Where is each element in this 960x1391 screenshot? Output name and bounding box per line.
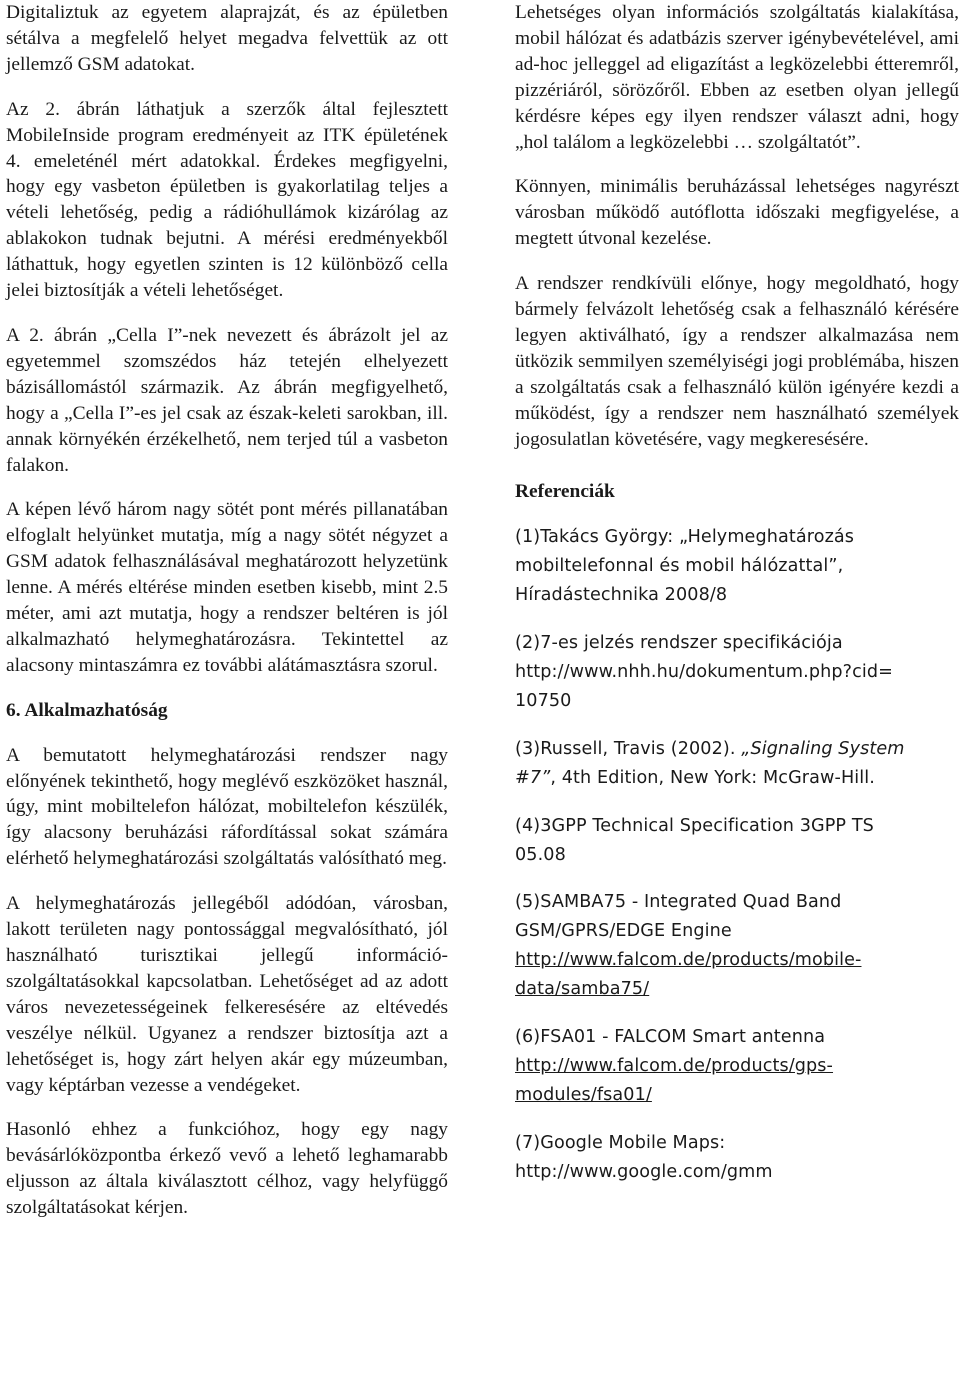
reference-line: 05.08	[515, 844, 566, 865]
references-heading: Referenciák	[515, 480, 615, 502]
reference-link[interactable]: http://www.falcom.de/products/gps-	[515, 1056, 834, 1076]
reference-text: , 4th Edition, New York: McGraw-Hill.	[550, 767, 875, 788]
reference-item	[515, 888, 959, 1004]
reference-line	[515, 764, 959, 793]
reference-line: (4)3GPP Technical Specification 3GPP TS	[515, 815, 874, 836]
paragraph: Könnyen, minimális beruházással lehetséges nagyrészt városban működő autóflotta időszaki megfigyelése, a megtett útvonal kezelése.	[515, 176, 959, 250]
reference-item	[515, 1023, 959, 1110]
paragraph: Hasonló ehhez a funkcióhoz, hogy egy nagy bevásárlóközpontba érkező vevő a lehető leghamarabb eljusson az általa kiválasztott célhoz, vagy helyfüggő szolgáltatásokat kérjen.	[6, 1119, 448, 1219]
paragraph: Lehetséges olyan információs szolgáltatás kialakítása, mobil hálózat és adatbázis szerver igénybevételével, ami ad-hoc jelleggel ad eligazítást a legközelebbi étteremről, pizzériáról, sörözőről. Ebben az esetben olyan jellegű kérdésre képes egy ilyen rendszer választ adni, hogy „hol találom a legközelebbi … szolgáltatót”.	[515, 2, 959, 153]
left-column	[6, 0, 448, 1240]
reference-text: (3)Russell, Travis (2002).	[515, 738, 742, 759]
reference-line	[515, 735, 959, 764]
reference-item	[515, 735, 959, 793]
reference-line: Híradástechnika 2008/8	[515, 585, 728, 606]
reference-item	[515, 523, 959, 610]
right-column	[515, 0, 959, 1206]
paragraph: A rendszer rendkívüli előnye, hogy megoldható, hogy bármely felvázolt lehetőség csak a felhasználó kérésére legyen aktiválható, így a rendszer alkalmazása nem ütközik semmilyen személyiségi jogi problémába, hiszen a szolgáltatás csak a felhasználó külön igényére kezdi a működést, így a rendszer nem használható személyek jogosulatlan követésére, vagy megkeresésére.	[515, 273, 959, 450]
reference-link[interactable]: http://www.falcom.de/products/mobile-	[515, 950, 862, 971]
paragraph: Digitaliztuk az egyetem alaprajzát, és az épületben sétálva a megfelelő helyet megadva felvettük az ott jellemző GSM adatokat.	[6, 2, 448, 75]
reference-item	[515, 812, 959, 870]
reference-line: (7)Google Mobile Maps:	[515, 1132, 726, 1153]
reference-line: (1)Takács György: „Helymeghatározás	[515, 527, 855, 548]
reference-line: 10750	[515, 690, 572, 711]
reference-title: #7”	[515, 767, 551, 788]
reference-line: (5)SAMBA75 - Integrated Quad Band	[515, 892, 842, 913]
reference-item	[515, 1129, 959, 1187]
reference-link[interactable]: modules/fsa01/	[515, 1084, 652, 1105]
reference-line: (6)FSA01 - FALCOM Smart antenna	[515, 1027, 826, 1048]
reference-line: mobiltelefonnal és mobil hálózattal”,	[515, 556, 844, 577]
reference-title: „Signaling System	[741, 738, 905, 759]
paragraph: A helymeghatározás jellegéből adódóan, városban, lakott területen nagy pontossággal megvalósítható, jól használható turisztikai jellegű információ-szolgáltatásokkal kapcsolatban. Lehetőséget ad az adott város nevezetességeinek felkeresésére az eltévedés veszélye nélkül. Ugyanez a rendszer biztosítja azt a lehetőséget is, hogy zárt helyen akár egy múzeumban, vagy képtárban vezesse a vendégeket.	[6, 893, 448, 1096]
paragraph: A képen lévő három nagy sötét pont mérés pillanatában elfoglalt helyünket mutatja, míg a nagy sötét négyzet a GSM adatok felhasználásával meghatározott helyzetünk lenne. A mérés eltérése minden esetben kisebb, mint 2.5 méter, ami azt mutatja, hogy a rendszer beltéren is jól alkalmazható helymeghatározásra. Tekintettel az alacsony mintaszámra ez további alátámasztásra szorul.	[6, 499, 448, 676]
reference-line: http://www.google.com/gmm	[515, 1161, 773, 1182]
reference-line: GSM/GPRS/EDGE Engine	[515, 921, 732, 942]
paragraph: A 2. ábrán „Cella I”-nek nevezett és ábrázolt jel az egyetemmel szomszédos ház tetején elhelyezett bázisállomástól származik. Az ábrán megfigyelhető, hogy a „Cella I”-es jel csak az észak-keleti sarokban, ill. annak környékén érzékelhető, nem terjed túl a vasbeton falakon.	[6, 324, 448, 476]
section-heading: 6. Alkalmazhatóság	[6, 699, 168, 721]
paragraph: Az 2. ábrán láthatjuk a szerzők által fejlesztett MobileInside program eredményeit az ITK épületének 4. emeleténél mért adatokkal. Érdekes megfigyelni, hogy egy vasbeton épületben is gyakorlatilag teljes a vételi lehetőség, pedig a rádióhullámok kizárólag az ablakokon tudnak bejutni. A mérési eredményekből láthattuk, hogy egyetlen szinten is 12 különböző cella jelei biztosítják a vételi lehetőséget.	[6, 98, 448, 302]
reference-item	[515, 629, 959, 716]
paragraph: A bemutatott helymeghatározási rendszer nagy előnyének tekinthető, hogy meglévő eszközöket használ, úgy, mint mobiltelefon hálózat, mobiltelefon készülék, így alacsony beruházási ráfordítással sokat számára elérhető helymeghatározási szolgáltatás valósítható meg.	[6, 744, 448, 870]
reference-line: (2)7-es jelzés rendszer specifikációja	[515, 633, 843, 654]
reference-line: http://www.nhh.hu/dokumentum.php?cid=	[515, 662, 893, 683]
reference-link[interactable]: data/samba75/	[515, 979, 650, 1000]
